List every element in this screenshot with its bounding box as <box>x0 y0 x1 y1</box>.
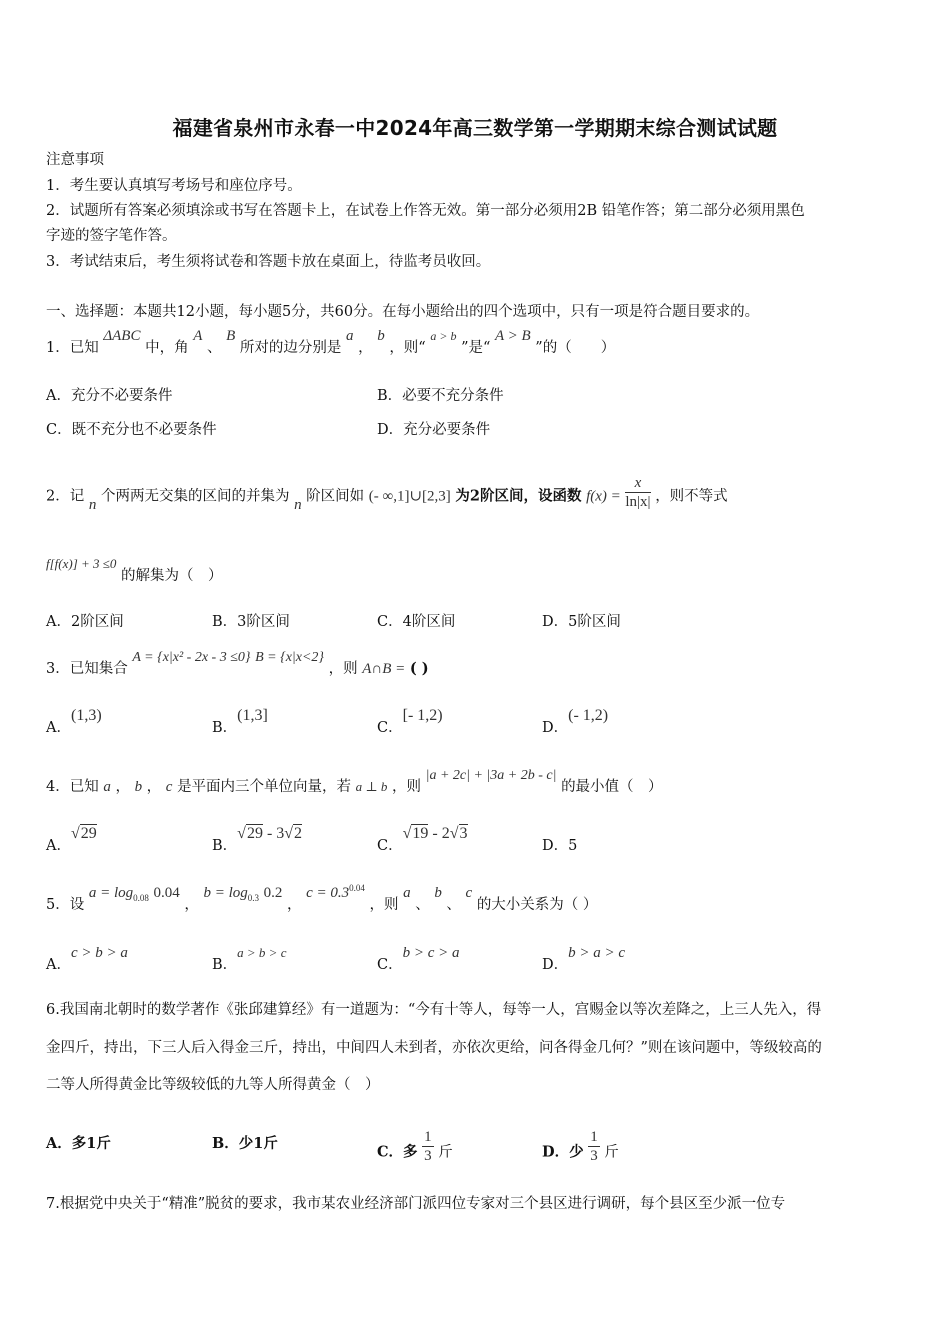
q6-option-b: B．少1斤 <box>212 1135 278 1152</box>
q6-option-d: D．少 $\frac{1}{3}$ 斤 <box>542 1129 619 1164</box>
question-6-line-1: 6.我国南北朝时的数学著作《张邱建算经》有一道题为：“今有十等人，每等一人，宫赐金以等次差降之，上三人先入，得 <box>46 1002 822 1018</box>
q6-option-c: C．多 $\frac{1}{3}$ 斤 <box>377 1129 453 1164</box>
q1-option-b: B．必要不充分条件 <box>377 388 504 404</box>
section-heading: 一、选择题：本题共12小题，每小题5分，共60分。在每小题给出的四个选项中，只有一项是符合题目要求的。 <box>46 304 760 320</box>
question-3: 3．已知集合 A = {x|x² - 2x - 3 ≤0} B = {x|x<2} ，则 A∩B = ( ) <box>46 650 429 677</box>
question-1: 1．已知 ΔABC 中，角 A 、 B 所对的边分别是 a ， b ，则“ $^{a > b}$ ”是“ A > B ”的（ ） <box>46 328 616 356</box>
notice-item-1: 1．考生要认真填写考场号和座位序号。 <box>46 178 302 194</box>
q2-option-d: D．5阶区间 <box>542 614 621 630</box>
question-4: 4．已知 a ， b ， c 是平面内三个单位向量，若 a ⊥ b ，则 |a + 2c| + |3a + 2b - c| 的最小值（ ） <box>46 768 663 795</box>
notice-item-2a: 2．试题所有答案必须填涂或书写在答题卡上，在试卷上作答无效。第一部分必须用2B 铅笔作答；第二部分必须用黑色 <box>46 203 805 219</box>
notice-item-2b: 字迹的签字笔作答。 <box>46 228 177 244</box>
q3-option-b: B．(1,3] <box>212 707 268 736</box>
math-set-a: A = {x|x² - 2x - 3 ≤0} <box>132 650 251 665</box>
math-fraction-one-third: $\frac{1}{3}$ <box>424 1129 432 1164</box>
q1-option-c: C．既不充分也不必要条件 <box>46 422 217 438</box>
q4-option-b: B．√29 - 3√2 <box>212 825 303 854</box>
q2-option-c: C．4阶区间 <box>377 614 456 630</box>
q2-option-a: A．2阶区间 <box>46 614 124 630</box>
page-title: 福建省泉州市永春一中2024年高三数学第一学期期末综合测试试题 <box>172 116 778 140</box>
q6-option-a: A．多1斤 <box>46 1135 111 1152</box>
q5-option-b: B．a > b > c <box>212 945 287 973</box>
q3-option-d: D．(- 1,2) <box>542 707 609 736</box>
q5-option-d: D．b > a > c <box>542 945 626 973</box>
math-fraction-one-third: $\frac{1}{3}$ <box>590 1129 598 1164</box>
question-7-line-1: 7.根据党中央关于“精准”脱贫的要求，我市某农业经济部门派四位专家对三个县区进行调研，每个县区至少派一位专 <box>46 1196 786 1212</box>
q2-option-b: B．3阶区间 <box>212 614 290 630</box>
math-interval-union: (- ∞,1]∪[2,3] <box>368 488 451 505</box>
notice-item-3: 3．考试结束后，考生须将试卷和答题卡放在桌面上，待监考员收回。 <box>46 254 491 270</box>
math-fraction-x-over-lnx: $\frac{x}{\ln|x|}$ <box>625 475 651 510</box>
question-6-line-3: 二等人所得黄金比等级较低的九等人所得黄金（ ） <box>46 1077 380 1093</box>
q4-option-d: D．5 <box>542 838 578 854</box>
math-inequality: f[f(x)] + 3 ≤0 <box>46 556 117 571</box>
q3-option-c: C．[- 1,2) <box>377 707 443 736</box>
notice-heading: 注意事项 <box>46 152 104 168</box>
q4-option-c: C．√19 - 2√3 <box>377 825 468 854</box>
question-2-line-2: f[f(x)] + 3 ≤0 的解集为（ ） <box>46 556 223 584</box>
question-5: 5．设 $a = \log_{0.08} 0.04$ ， $b = \log_{0.3} 0.2$ ， $c = 0.3^{0.04}$ ，则 a 、 b 、 c 的大小关系为（ ） <box>46 883 598 913</box>
q5-option-c: C．b > c > a <box>377 945 460 973</box>
q3-option-a: A．(1,3) <box>46 707 102 736</box>
question-2-line-1: 2．记 n 个两两无交集的区间的并集为 n 阶区间如 (- ∞,1]∪[2,3] 为2阶区间，设函数 f(x) = $\frac{x}{\ln|x|}$ ，则不等式 <box>46 475 728 513</box>
math-vector-expression: |a + 2c| + |3a + 2b - c| <box>425 768 557 783</box>
q1-option-a: A．充分不必要条件 <box>46 388 173 404</box>
q1-option-d: D．充分必要条件 <box>377 422 491 438</box>
question-6-line-2: 金四斤，持出，下三人后入得金三斤，持出，中间四人未到者，亦依次更给，问各得金几何？”则在该问题中，等级较高的 <box>46 1040 822 1056</box>
q5-option-a: A．c > b > a <box>46 945 128 973</box>
q4-option-a: A．√29 <box>46 825 97 854</box>
math-set-b: B = {x|x<2} <box>255 650 325 665</box>
math-triangle-abc: ΔABC <box>103 328 141 344</box>
